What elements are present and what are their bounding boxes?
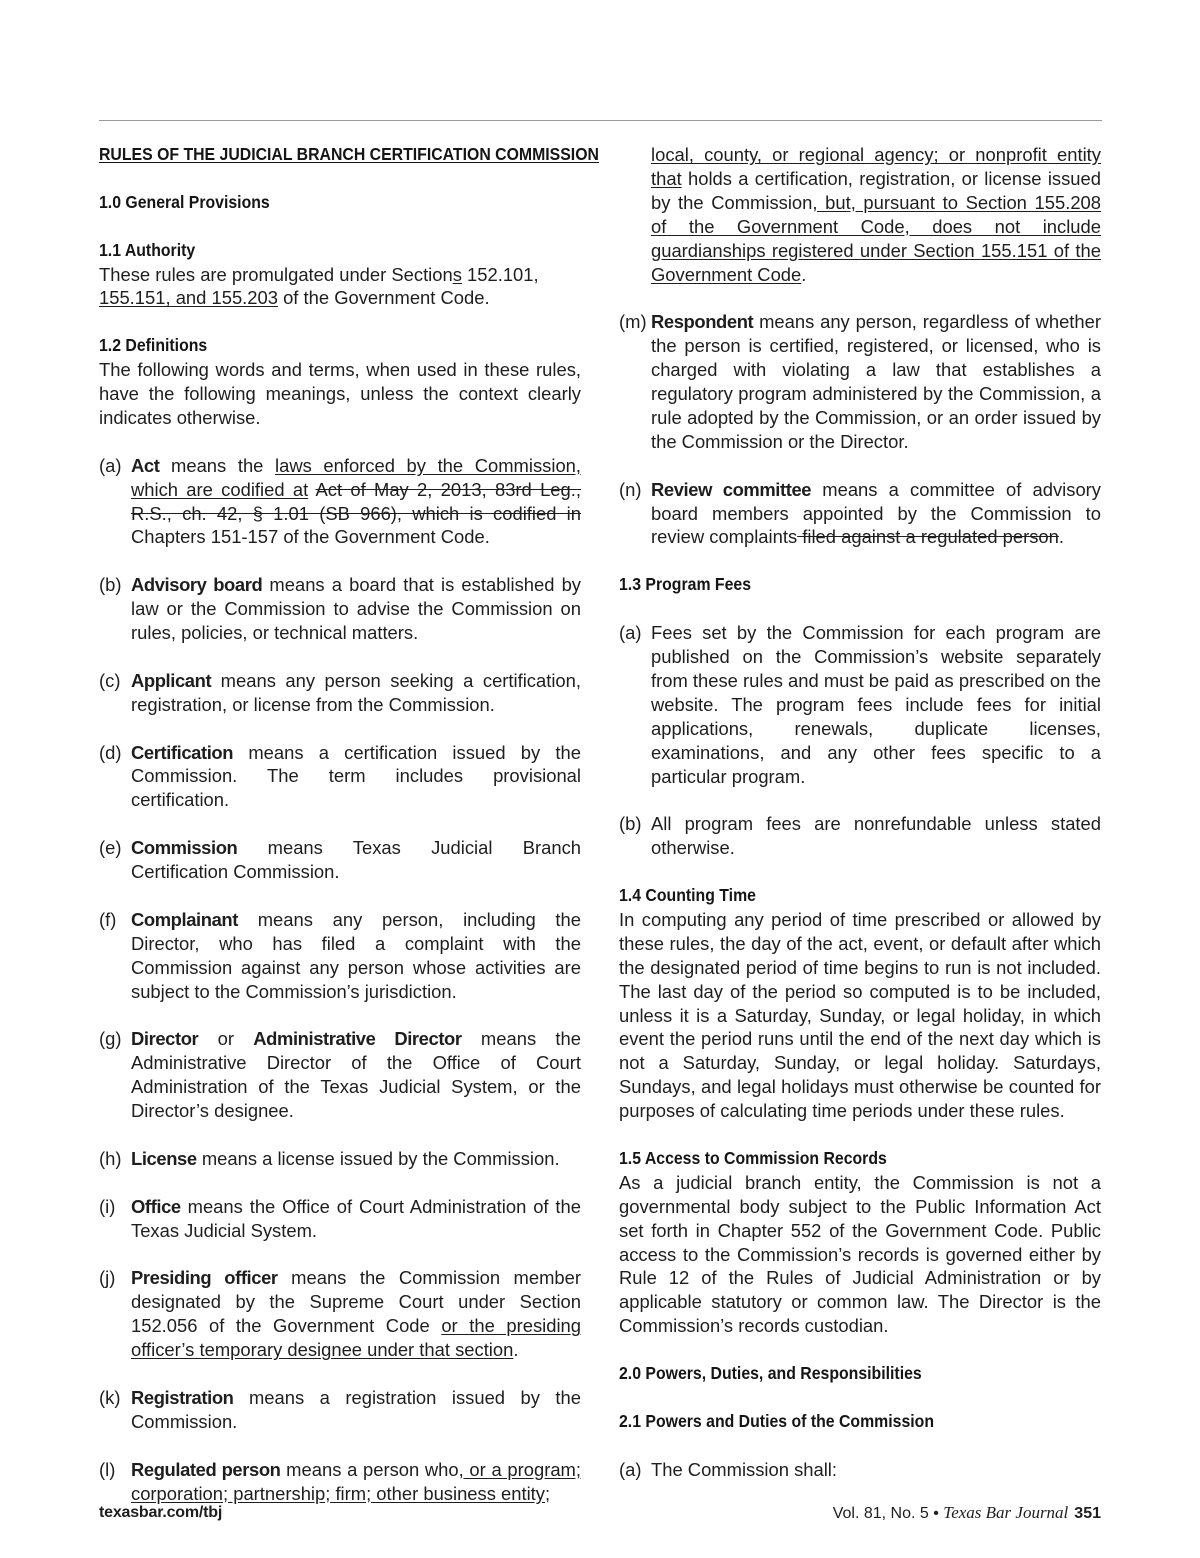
page-number: 351 (1074, 1505, 1101, 1522)
section-1-4-heading: 1.4 Counting Time (619, 885, 756, 905)
section-2-1-heading: 2.1 Powers and Duties of the Commission (619, 1410, 934, 1431)
section-1-1-text: These rules are promulgated under Sections 152.101, 155.151, and 155.203 of the Government Code. (99, 263, 539, 309)
top-rule (99, 120, 1102, 121)
fees-item-b: (b) All program fees are nonrefundable unless stated otherwise. (619, 813, 1101, 859)
definition-f: (f) Complainant means any person, including the Director, who has filed a complaint with the Commission against any person whose activities are subject to the Commission’s jurisdiction. (99, 908, 581, 1002)
definition-c: (c) Applicant means any person seeking a certification, registration, or license from the Commission. (99, 669, 581, 715)
right-column (619, 143, 1101, 1482)
fees-item-a: (a) Fees set by the Commission for each program are published on the Commission’s website separately from these rules and must be paid as prescribed on the website. The program fees include fees for initial applications, renewals, duplicate licenses, examinations, and any other fees specific to a particular program. (619, 622, 1101, 787)
definition-n: (n) Review committee means a committee of advisory board members appointed by the Commission to review complaints filed against a regulated person. (619, 478, 1101, 548)
definition-l-continued: local, county, or regional agency; or nonprofit entity that holds a certification, registration, or license issued by the Commission, but, pursuant to Section 155.208 of the Government Code, does not include guardianships registered under Section 155.151 of the Government Code. (651, 144, 1102, 285)
definition-e: (e) Commission means Texas Judicial Branch Certification Commission. (99, 837, 581, 883)
footer-site-link[interactable]: texasbar.com/tbj (99, 1504, 223, 1521)
definition-g: (g) Director or Administrative Director means the Administrative Director of the Office of Court Administration of the Texas Judicial System, or the Director’s designee. (99, 1028, 581, 1122)
footer-citation (833, 1503, 1101, 1524)
footer-bullet: • (933, 1505, 939, 1522)
definition-j: (j) Presiding officer means the Commission member designated by the Supreme Court under Section 152.056 of the Government Code or the presiding officer’s temporary designee under that section. (99, 1267, 581, 1361)
section-1-0-heading: 1.0 General Provisions (99, 191, 270, 212)
left-column (99, 143, 599, 1505)
definition-m: (m) Respondent means any person, regardless of whether the person is certified, registered, or licensed, who is charged with violating a law that establishes a regulatory program administered by the Commission, a rule adopted by the Commission, or an order issued by the Commission or the Director. (619, 311, 1101, 452)
section-1-4-text: In computing any period of time prescribed or allowed by these rules, the day of the act, event, or default after which the designated period of time begins to run is not included. The last day of the period so computed is to be included, unless it is a Saturday, Sunday, or legal holiday, in which event the period runs until the end of the next day which is not a Saturday, Sunday, or legal holiday. Saturdays, Sundays, and legal holidays must otherwise be counted for purposes of calculating time periods under these rules. (619, 908, 1101, 1122)
section-1-2-heading: 1.2 Definitions (99, 335, 208, 356)
definition-l: (l) Regulated person means a person who, or a program; corporation; partnership; firm; other business entity; (99, 1458, 581, 1504)
footer-journal-name: Texas Bar Journal (943, 1503, 1069, 1522)
definition-a: (a) Act means the laws enforced by the Commission, which are codified at Act of May 2, 2013, 83rd Leg., R.S., ch. 42, § 1.01 (SB 966), which is codified in Chapters 151-157 of the Government Code. (99, 454, 582, 548)
section-1-2-intro: The following words and terms, when used in these rules, have the following meanings, unless the context clearly indicates otherwise. (99, 359, 581, 428)
section-2-0-heading: 2.0 Powers, Duties, and Responsibilities (619, 1363, 922, 1384)
section-1-5-text: As a judicial branch entity, the Commission is not a governmental body subject to the Public Information Act set forth in Chapter 552 of the Government Code. Public access to the Commission’s records is governed either by Rule 12 of the Rules of Judicial Administration or by applicable statutory or common law. The Director is the Commission’s records custodian. (619, 1171, 1101, 1337)
section-1-3-heading: 1.3 Program Fees (619, 574, 752, 595)
definition-d: (d) Certification means a certification issued by the Commission. The term includes provisional certification. (99, 741, 581, 811)
section-1-5-heading: 1.5 Access to Commission Records (619, 1147, 887, 1168)
definition-b: (b) Advisory board means a board that is established by law or the Commission to advise the Commission on rules, policies, or technical matters. (99, 574, 582, 644)
definition-h: (h) License means a license issued by the Commission. (99, 1147, 560, 1169)
document-title: RULES OF THE JUDICIAL BRANCH CERTIFICATION COMMISSION (99, 144, 599, 164)
definition-i: (i) Office means the Office of Court Administration of the Texas Judicial System. (99, 1195, 581, 1241)
duties-item-a: (a) The Commission shall: (619, 1458, 838, 1480)
footer-volume: Vol. 81, No. 5 (832, 1505, 929, 1522)
definition-k: (k) Registration means a registration issued by the Commission. (99, 1386, 581, 1432)
section-1-1-heading: 1.1 Authority (99, 239, 196, 260)
